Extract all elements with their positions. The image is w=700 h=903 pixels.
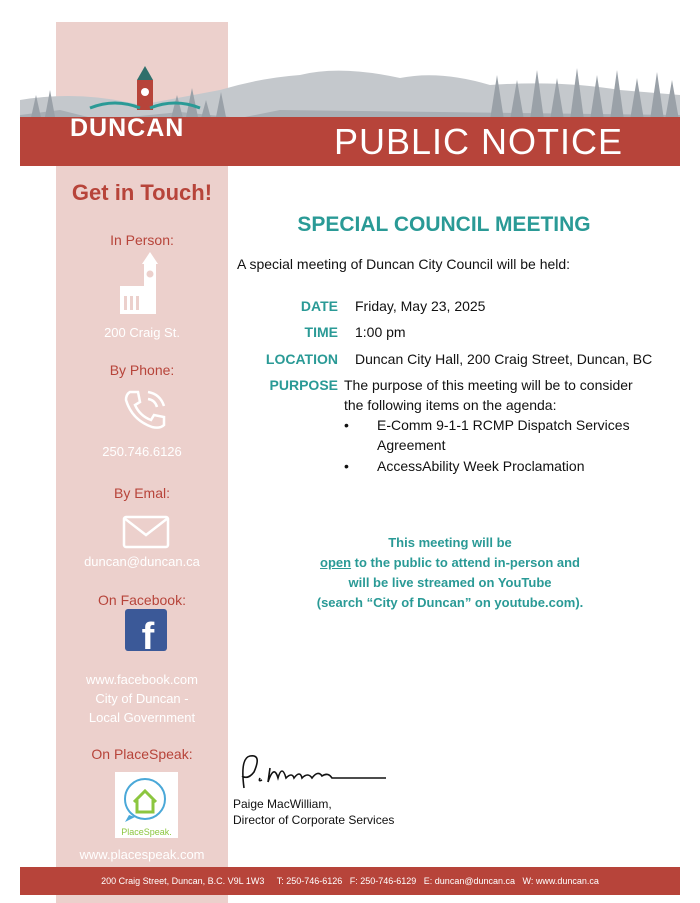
purpose-line-2: the following items on the agenda:	[344, 397, 557, 413]
signatory-name: Paige MacWilliam,	[233, 797, 332, 811]
time-value: 1:00 pm	[355, 324, 406, 340]
in-person-address: 200 Craig St.	[104, 325, 180, 340]
get-in-touch-heading: Get in Touch!	[71, 180, 213, 205]
agenda-bullet: •	[344, 417, 349, 433]
placespeak-logo-icon[interactable]	[115, 772, 178, 838]
open-notice-line-2	[300, 553, 600, 573]
open-notice-line-4: (search “City of Duncan” on youtube.com).	[316, 595, 584, 610]
location-value: Duncan City Hall, 200 Craig Street, Duncan, BC	[355, 351, 653, 367]
phone-label: By Phone:	[109, 362, 175, 378]
open-to-public-notice	[300, 533, 600, 613]
facebook-url[interactable]: www.facebook.com	[86, 672, 198, 687]
open-notice-line-1: This meeting will be	[388, 535, 512, 550]
agenda-bullet: •	[344, 458, 349, 474]
placespeak-url[interactable]: www.placespeak.com	[79, 847, 205, 862]
purpose-label: PURPOSE	[269, 377, 338, 393]
signature-image	[236, 748, 396, 796]
phone-icon	[122, 388, 170, 430]
envelope-icon	[122, 515, 170, 549]
open-notice-line-2-rest: to the public to attend in-person and	[351, 555, 580, 570]
date-label: DATE	[300, 298, 338, 314]
email-address[interactable]: duncan@duncan.ca	[84, 554, 200, 569]
facebook-page-name-1: City of Duncan -	[95, 691, 189, 706]
signatory	[233, 796, 394, 828]
agenda-item-1-line-2: Agreement	[377, 437, 446, 453]
meeting-intro: A special meeting of Duncan City Council will be held:	[237, 256, 571, 272]
placespeak-logo-text: PlaceSpeak.	[121, 827, 172, 837]
open-word: open	[320, 555, 352, 570]
agenda-item-2: AccessAbility Week Proclamation	[377, 458, 585, 474]
duncan-logo-text: DUNCAN	[70, 114, 185, 142]
signatory-title: Director of Corporate Services	[233, 813, 395, 827]
email-label: By Emal:	[113, 485, 170, 501]
public-notice-title: PUBLIC NOTICE	[334, 121, 624, 162]
facebook-icon[interactable]	[125, 609, 167, 651]
footer-contact-bar: 200 Craig Street, Duncan, B.C. V9L 1W3 T: 250-746-6126 F: 250-746-6129 E: duncan@duncan.ca W: www.duncan.ca	[20, 867, 680, 895]
time-label: TIME	[304, 324, 338, 340]
facebook-page-name-2: Local Government	[88, 710, 196, 725]
location-label: LOCATION	[265, 351, 338, 367]
open-notice-line-3: will be live streamed on YouTube	[348, 575, 552, 590]
date-value: Friday, May 23, 2025	[355, 298, 486, 314]
city-hall-icon	[120, 250, 170, 316]
in-person-label: In Person:	[110, 232, 174, 248]
phone-number[interactable]: 250.746.6126	[102, 444, 182, 459]
purpose-line-1: The purpose of this meeting will be to consider	[344, 377, 633, 393]
facebook-label: On Facebook:	[98, 592, 186, 608]
svg-text:f: f	[141, 616, 155, 651]
agenda-item-1-line-1: E-Comm 9-1-1 RCMP Dispatch Services	[377, 417, 630, 433]
logo-clock-tower-icon	[90, 66, 200, 110]
meeting-title: SPECIAL COUNCIL MEETING	[297, 213, 591, 236]
placespeak-label: On PlaceSpeak:	[91, 746, 193, 762]
